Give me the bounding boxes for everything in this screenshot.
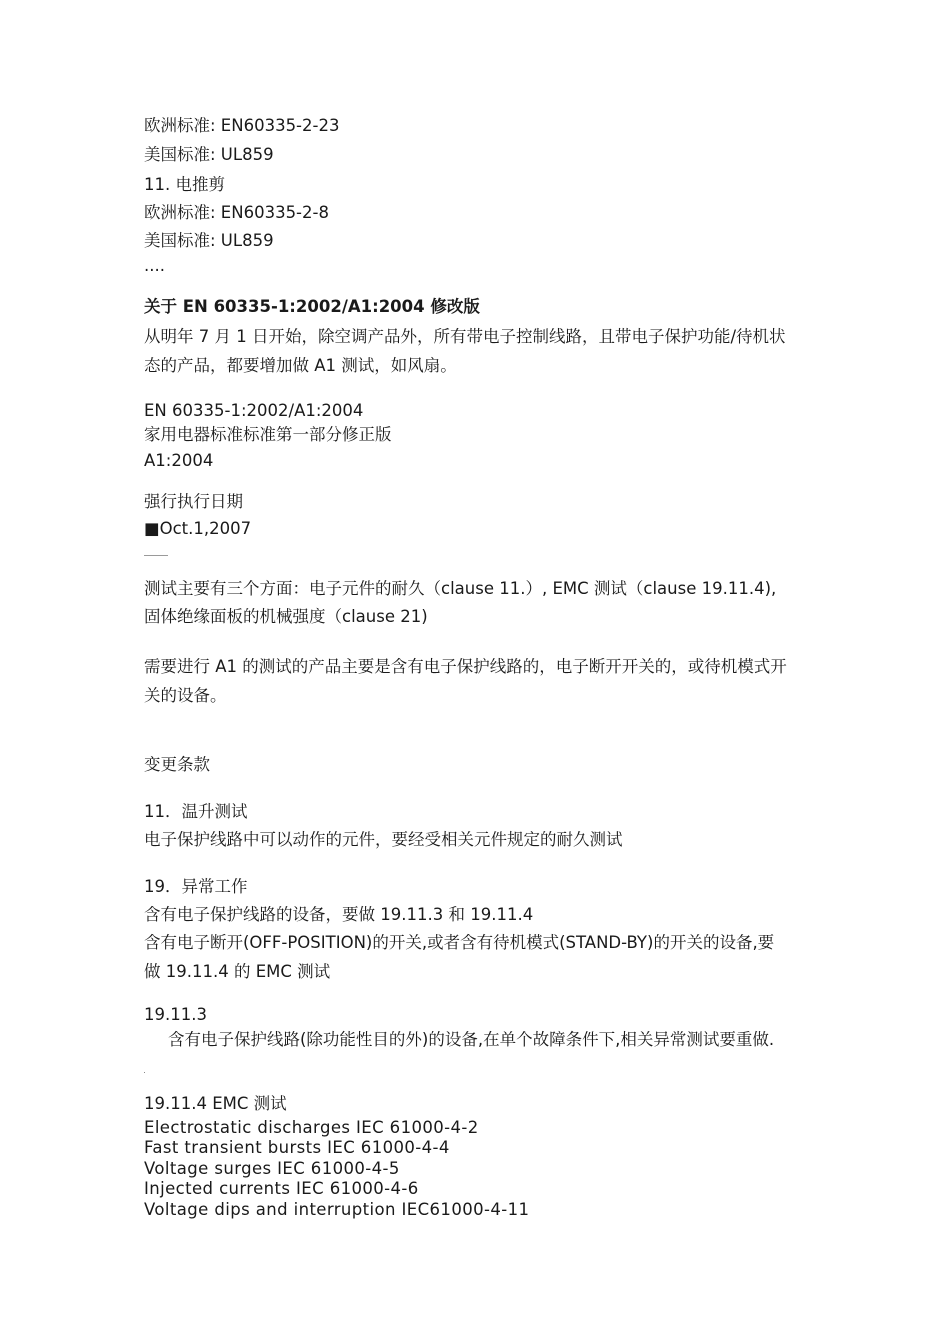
standard-us-line: 美国标准: UL859: [144, 145, 274, 164]
emc-test-item: Voltage surges IEC 61000-4-5: [144, 1159, 400, 1178]
clause-text: 含有电子保护线路的设备，要做 19.11.3 和 19.11.4: [144, 905, 534, 924]
paragraph-line: 固体绝缘面板的机械强度（clause 21): [144, 607, 428, 626]
emc-test-item: Injected currents IEC 61000-4-6: [144, 1179, 419, 1198]
standard-code: EN 60335-1:2002/A1:2004: [144, 401, 364, 420]
paragraph-line: 需要进行 A1 的测试的产品主要是含有电子保护线路的，电子断开开关的，或待机模式开: [144, 657, 787, 676]
standard-eu-line: 欧洲标准: EN60335-2-23: [144, 116, 340, 135]
emc-test-item: Voltage dips and interruption IEC61000-4-11: [144, 1200, 530, 1219]
paragraph-line: 态的产品，都要增加做 A1 测试，如风扇。: [144, 356, 457, 375]
standard-us-line: 美国标准: UL859: [144, 231, 274, 250]
clause-text: 含有电子保护线路(除功能性目的外)的设备,在单个故障条件下,相关异常测试要重做.: [168, 1030, 775, 1049]
ellipsis: ....: [144, 256, 165, 275]
effective-date-label: 强行执行日期: [144, 492, 243, 511]
effective-date-value: ■Oct.1,2007: [144, 519, 252, 538]
clause-text: 电子保护线路中可以动作的元件，要经受相关元件规定的耐久测试: [144, 830, 623, 849]
standard-description: 家用电器标准标准第一部分修正版: [144, 425, 392, 444]
divider: [144, 555, 168, 556]
paragraph-line: 关的设备。: [144, 686, 227, 705]
clause-text: 做 19.11.4 的 EMC 测试: [144, 962, 331, 981]
paragraph-line: 测试主要有三个方面：电子元件的耐久（clause 11.）, EMC 测试（clause 19.11.4),: [144, 579, 777, 598]
clause-title: 11．温升测试: [144, 802, 248, 821]
amendment-code: A1:2004: [144, 451, 214, 470]
section-heading: 关于 EN 60335-1:2002/A1:2004 修改版: [144, 297, 480, 316]
emc-test-item: Electrostatic discharges IEC 61000-4-2: [144, 1118, 479, 1137]
standard-eu-line: 欧洲标准: EN60335-2-8: [144, 203, 329, 222]
paragraph-line: 从明年 7 月 1 日开始，除空调产品外，所有带电子控制线路，且带电子保护功能/待机状: [144, 327, 786, 346]
clause-title: 19．异常工作: [144, 877, 248, 896]
section-title: 变更条款: [144, 755, 210, 774]
emc-test-item: Fast transient bursts IEC 61000-4-4: [144, 1138, 450, 1157]
clause-text: 含有电子断开(OFF-POSITION)的开关,或者含有待机模式(STAND-BY)的开关的设备,要: [144, 933, 775, 952]
clause-number: 19.11.3: [144, 1005, 207, 1024]
stray-mark: [144, 1072, 145, 1073]
item-heading: 11. 电推剪: [144, 175, 225, 194]
clause-title: 19.11.4 EMC 测试: [144, 1094, 287, 1113]
